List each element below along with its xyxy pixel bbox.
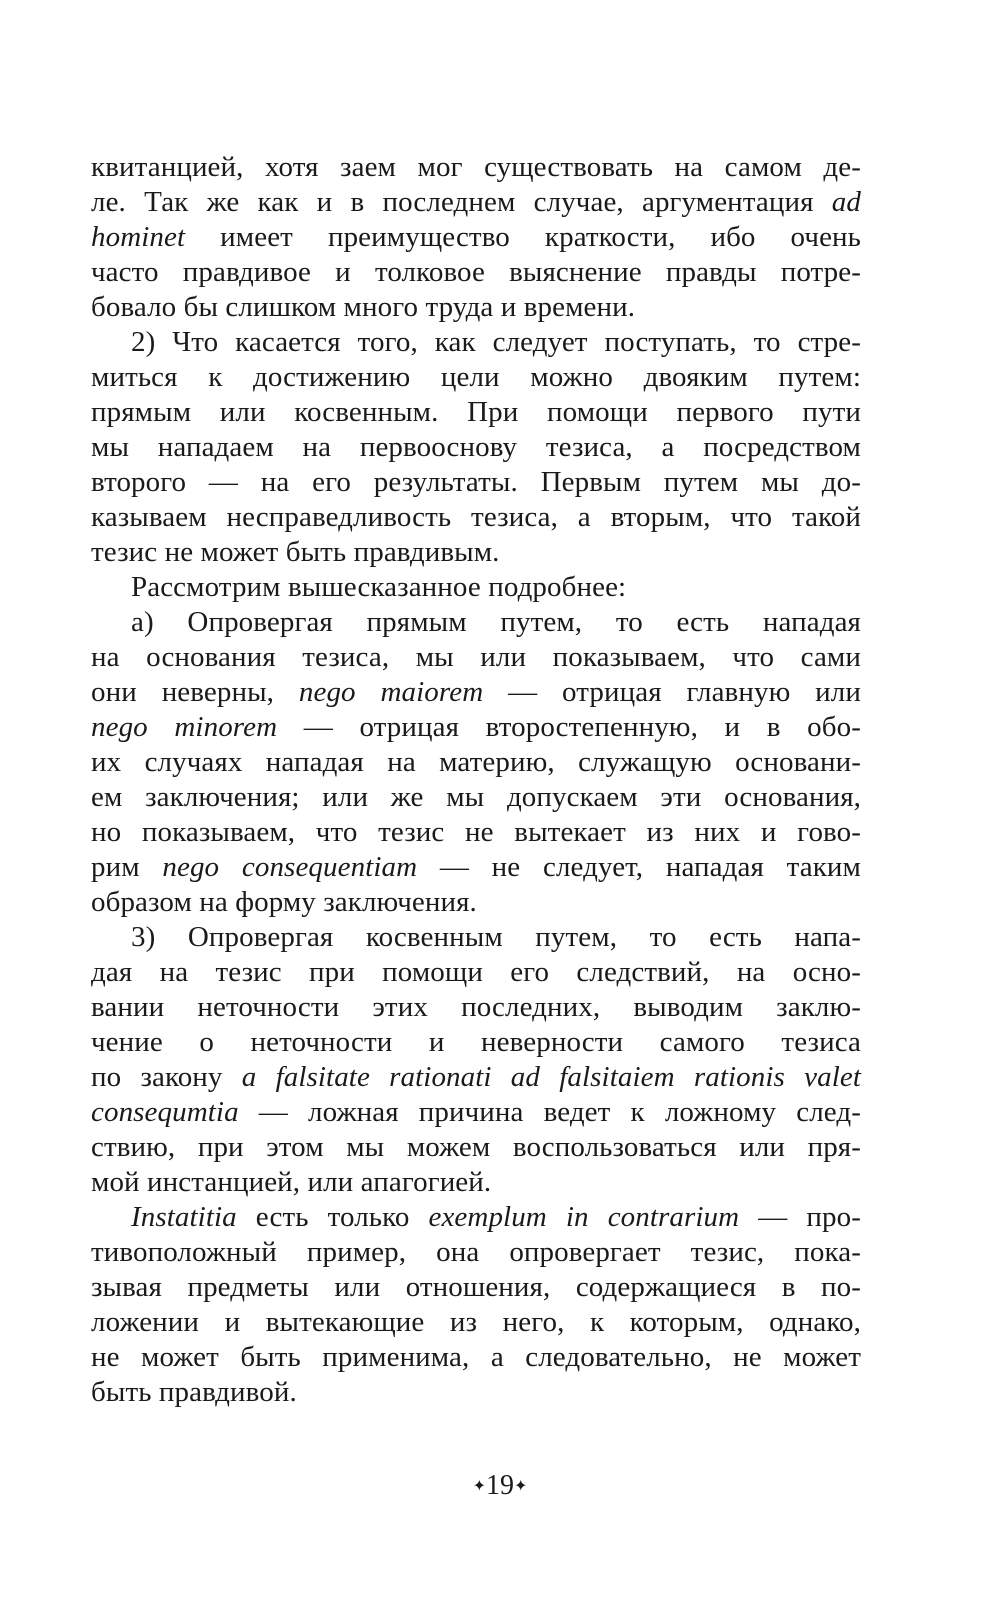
text-line: быть правдивой. — [91, 1376, 297, 1408]
text-line: ствию, при этом мы можем воспользоваться или пря- — [91, 1131, 861, 1163]
text-line: квитанцией, хотя заем мог существовать на самом де- — [91, 151, 861, 183]
text-line: но показываем, что тезис не вытекает из них и гово- — [91, 816, 861, 848]
text-line: на основания тезиса, мы или показываем, что сами — [91, 641, 861, 673]
text-line: образом на форму заключения. — [91, 886, 477, 918]
star-ornament-icon: ✦ — [514, 1478, 528, 1495]
text-line: дая на тезис при помощи его следствий, на осно- — [91, 956, 861, 988]
text-line: прямым или косвенным. При помощи первого пути — [91, 396, 861, 428]
text-line: а) Опровергая прямым путем, то есть нападая — [131, 606, 861, 638]
text-line: ле. Так же как и в последнем случае, аргументация ad — [91, 186, 861, 218]
text-line: зывая предметы или отношения, содержащиеся в по- — [91, 1271, 861, 1303]
latin-term: ad — [831, 186, 861, 218]
body-text — [91, 150, 861, 1410]
text-line: они неверны, nego maiorem — отрицая главную или — [91, 676, 861, 708]
text-line: бовало бы слишком много труда и времени. — [91, 291, 636, 323]
text-line: казываем несправедливость тезиса, а вторым, что такой — [91, 501, 861, 533]
text-line: по закону a falsitate rationati ad falsitaiem rationis valet — [91, 1061, 861, 1093]
text-line: второго — на его результаты. Первым путем мы до- — [91, 466, 861, 498]
text-line: рим nego consequentiam — не следует, нападая таким — [91, 851, 861, 883]
latin-term: exemplum in contrarium — [428, 1201, 740, 1233]
text-line: чение о неточности и неверности самого тезиса — [91, 1026, 861, 1058]
text-line: не может быть применима, а следовательно, не может — [91, 1341, 861, 1373]
latin-term: nego minorem — [91, 711, 278, 743]
text-line: часто правдивое и толковое выяснение правды потре- — [91, 256, 861, 288]
text-line: тивоположный пример, она опровергает тезис, пока- — [91, 1236, 861, 1268]
star-ornament-icon: ✦ — [472, 1478, 486, 1495]
text-line: nego minorem — отрицая второстепенную, и в обо- — [91, 711, 861, 743]
text-line: их случаях нападая на материю, служащую основани- — [91, 746, 861, 778]
text-line: hominet имеет преимущество краткости, ибо очень — [91, 221, 861, 253]
text-line: Instatitia есть только exemplum in contrarium — про- — [131, 1201, 861, 1233]
text-line: миться к достижению цели можно двояким путем: — [91, 361, 861, 393]
text-line: 2) Что касается того, как следует поступать, то стре- — [131, 326, 861, 358]
page-number — [0, 1470, 1000, 1503]
text-line: ложении и вытекающие из него, к которым, однако, — [91, 1306, 861, 1338]
text-line: Рассмотрим вышесказанное подробнее: — [131, 571, 627, 603]
text-line: ем заключения; или же мы допускаем эти основания, — [91, 781, 861, 813]
text-line: мы нападаем на первооснову тезиса, а посредством — [91, 431, 861, 463]
text-line: вании неточности этих последних, выводим заклю- — [91, 991, 861, 1023]
latin-term: a falsitate rationati ad falsitaiem rationis valet — [241, 1061, 861, 1093]
text-line: мой инстанцией, или апагогией. — [91, 1166, 492, 1198]
page-number-value: 19 — [486, 1470, 514, 1501]
latin-term: hominet — [91, 221, 186, 253]
latin-term: nego consequentiam — [162, 851, 418, 883]
latin-term: nego maiorem — [298, 676, 484, 708]
text-line: 3) Опровергая косвенным путем, то есть напа- — [131, 921, 861, 953]
latin-term: Instatitia — [131, 1201, 237, 1233]
text-line: consequmtia — ложная причина ведет к ложному след- — [91, 1096, 861, 1128]
latin-term: consequmtia — [91, 1096, 239, 1128]
text-line: тезис не может быть правдивым. — [91, 536, 500, 568]
